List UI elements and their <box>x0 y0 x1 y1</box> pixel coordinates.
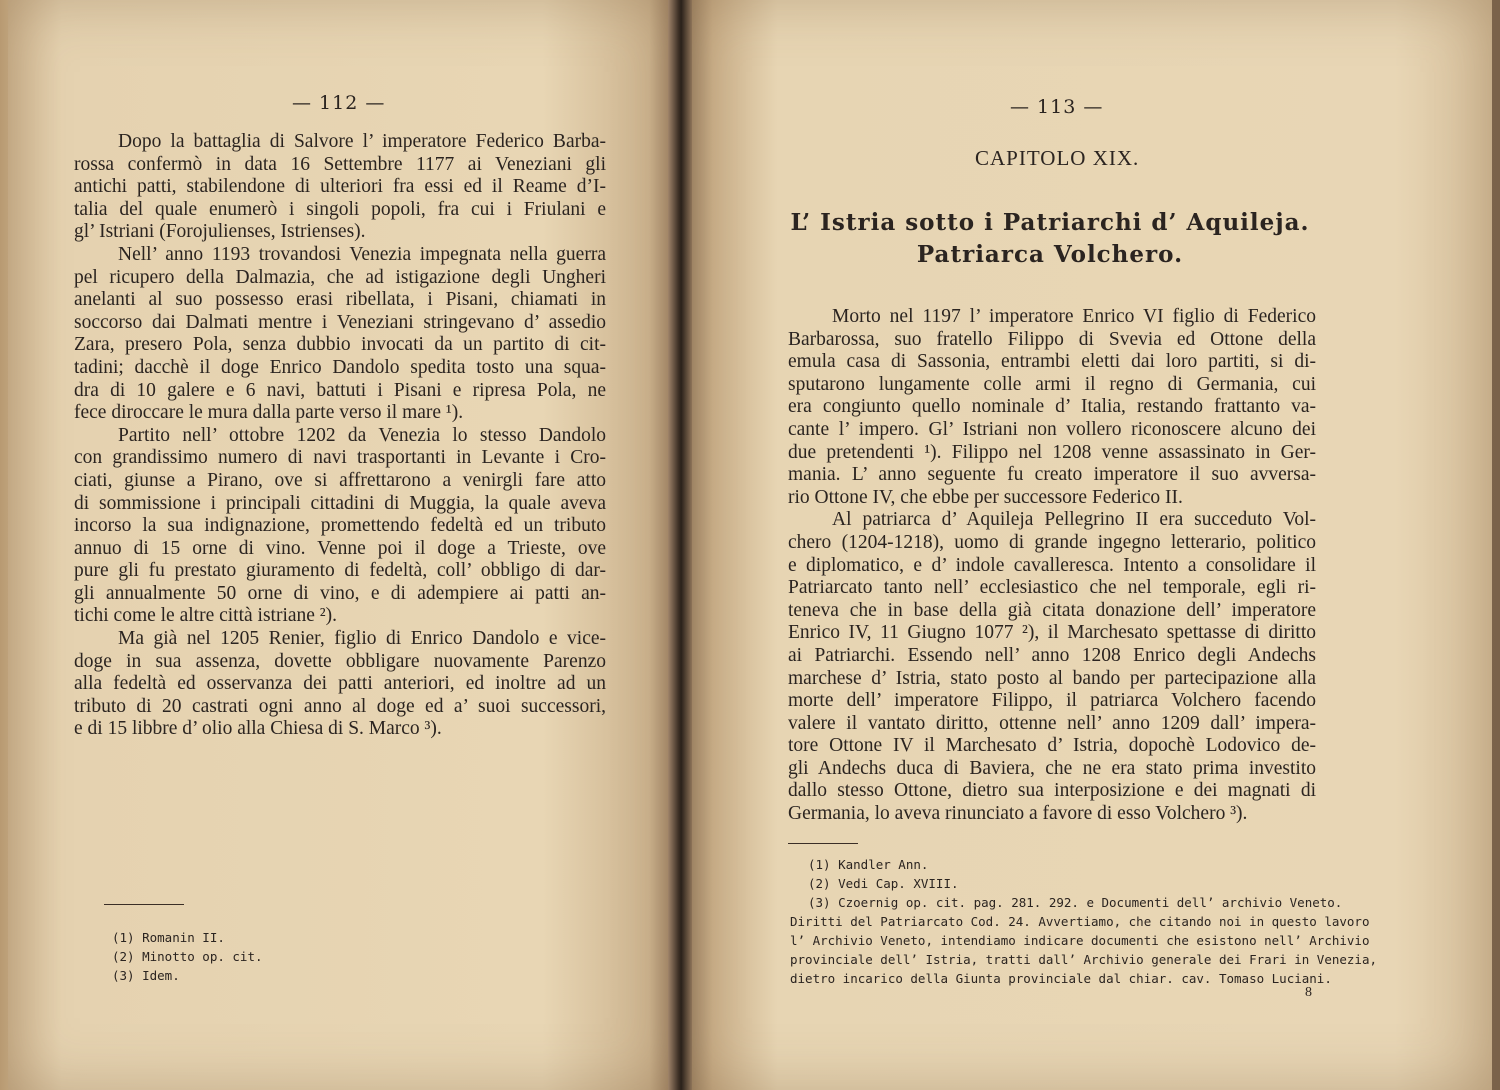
footnote: Diritti del Patriarcato Cod. 24. Avvertiamo, che citando noi in questo lavoro <box>790 914 1370 929</box>
text-line: chero (1204-1218), uomo di grande ingegno letterario, politico <box>788 531 1316 553</box>
text-line: gli Andechs duca di Baviera, che ne era stato prima investito <box>788 757 1316 779</box>
left-body-text <box>74 131 606 741</box>
text-line: di sommissione i principali cittadini di Muggia, la quale aveva <box>74 492 606 514</box>
footnote: (2) Minotto op. cit. <box>112 949 263 964</box>
text-line: rio Ottone IV, che ebbe per successore Federico II. <box>788 486 1183 508</box>
text-line: Nell’ anno 1193 trovandosi Venezia impegnata nella guerra <box>118 243 606 265</box>
text-line: tributo di 20 castrati ogni anno al doge ed a’ suoi successori, <box>74 695 606 717</box>
text-line: Dopo la battaglia di Salvore l’ imperatore Federico Barba- <box>118 131 606 152</box>
text-line: valere il vantato diritto, ottenne nell’ anno 1209 dall’ impera- <box>788 712 1316 734</box>
left-page <box>8 0 676 1090</box>
footnote: (2) Vedi Cap. XVIII. <box>808 876 959 891</box>
text-line: fece diroccare le mura dalla parte verso il mare ¹). <box>74 402 464 424</box>
text-line: mania. L’ anno seguente fu creato imperatore il suo avversa- <box>788 464 1316 486</box>
text-line: ai Patriarchi. Essendo nell’ anno 1208 Enrico degli Andechs <box>788 644 1316 666</box>
footnote: (3) Idem. <box>112 968 180 983</box>
text-line: marchese d’ Istria, stato posto al bando per partecipazione alla <box>788 667 1316 689</box>
text-line: Zara, presero Pola, senza dubbio invocati da un partito di cit- <box>74 334 606 356</box>
page-number: — 112 — <box>292 92 386 114</box>
footnote-rule <box>788 843 858 844</box>
text-line: annuo di 15 orne di vino. Venne poi il doge a Trieste, ove <box>74 537 606 559</box>
right-page <box>680 0 1492 1090</box>
chapter-title-line: Patriarca Volchero. <box>916 241 1184 268</box>
text-line: Ma già nel 1205 Renier, figlio di Enrico Dandolo e vice- <box>118 628 606 650</box>
chapter-heading: CAPITOLO XIX. <box>975 146 1140 170</box>
footnote: (3) Czoernig op. cit. pag. 281. 292. e Documenti dell’ archivio Veneto. <box>808 895 1343 910</box>
text-line: doge in sua assenza, dovette obbligare nuovamente Parenzo <box>74 650 606 672</box>
text-line: alla fedeltà ed osservanza dei patti anteriori, ed inoltre ad un <box>74 673 606 695</box>
chapter-title-line: L’ Istria sotto i Patriarchi d’ Aquileja. <box>790 209 1310 236</box>
text-line: dra di 10 galere e 6 navi, battuti i Pisani e ripresa Pola, ne <box>74 379 606 401</box>
chapter-title <box>790 207 1310 271</box>
text-line: cante l’ impero. Gl’ Istriani non vollero riconoscere alcuno dei <box>788 418 1316 440</box>
text-line: Morto nel 1197 l’ imperatore Enrico VI figlio di Federico <box>832 306 1316 327</box>
text-line: Barbarossa, suo fratello Filippo di Svevia ed Ottone della <box>788 328 1316 350</box>
text-line: rossa confermò in data 16 Settembre 1177 ai Veneziani gli <box>74 153 606 175</box>
text-line: e di 15 libbre d’ olio alla Chiesa di S. Marco ³). <box>74 718 442 740</box>
text-line: con grandissimo numero di navi trasportanti in Levante i Cro- <box>74 447 606 469</box>
text-line: ciati, giunse a Pirano, ove si affrettarono a venirgli fare atto <box>74 469 606 491</box>
text-line: gli annualmente 50 orne di vino, e di adempiere ai patti an- <box>74 582 606 604</box>
text-line: Al patriarca d’ Aquileja Pellegrino II era succeduto Vol- <box>832 509 1316 531</box>
text-line: tadini; dacchè il doge Enrico Dandolo spedita tosto una squa- <box>74 356 606 378</box>
left-footnotes <box>112 928 263 985</box>
footnote: dietro incarico della Giunta provinciale dal chiar. cav. Tomaso Luciani. <box>790 971 1332 986</box>
book-gutter <box>668 0 692 1090</box>
text-line: Partito nell’ ottobre 1202 da Venezia lo stesso Dandolo <box>118 424 606 446</box>
text-line: emula casa di Sassonia, entrambi eletti dai loro partiti, si di- <box>788 351 1316 373</box>
footnote: (1) Romanin II. <box>112 930 225 945</box>
text-line: Germania, lo aveva rinunciato a favore di esso Volchero ³). <box>788 803 1248 825</box>
text-line: soccorso dai Dalmati mentre i Veneziani stringevano d’ assedio <box>74 311 606 333</box>
text-line: e diplomatico, e d’ indole cavalleresca. Intento a consolidare il <box>788 554 1316 576</box>
text-line: dallo stesso Ottone, dietro sua interposizione e dei magnati di <box>788 780 1316 802</box>
right-body-text <box>788 306 1316 826</box>
page-number: — 113 — <box>1010 96 1104 118</box>
text-line: Patriarcato tanto nell’ ecclesiastico che nel temporale, egli ri- <box>788 577 1316 599</box>
text-line: teneva che in base della già citata donazione dell’ imperatore <box>788 599 1316 621</box>
text-line: sputarono lungamente colle armi il regno di Germania, cui <box>788 373 1316 395</box>
text-line: Enrico IV, 11 Giugno 1077 ²), il Marchesato spettasse di diritto <box>788 622 1316 644</box>
footnote: l’ Archivio Veneto, intendiamo indicare documenti che esistono nell’ Archivio <box>790 933 1370 948</box>
signature-mark: 8 <box>1305 985 1312 1000</box>
footnote: provinciale dell’ Istria, tratti dall’ Archivio generale dei Frari in Venezia, <box>790 952 1377 967</box>
text-line: antichi patti, stabilendone di ulteriori fra essi ed il Reame d’I- <box>74 176 606 198</box>
text-line: incorso la sua indignazione, promettendo fedeltà ed un tributo <box>74 515 606 537</box>
text-line: pure gli fu prestato giuramento di fedeltà, coll’ obbligo di dar- <box>74 560 606 582</box>
text-line: era congiunto quello nominale d’ Italia, restando frattanto va- <box>788 396 1316 418</box>
text-line: gl’ Istriani (Forojulienses, Istrienses). <box>74 221 366 243</box>
text-line: tore Ottone IV il Marchesato d’ Istria, dopochè Lodovico de- <box>788 735 1316 757</box>
right-footnotes <box>790 855 1377 988</box>
text-line: pel ricupero della Dalmazia, che ad istigazione degli Ungheri <box>74 266 606 288</box>
text-line: anelanti al suo possesso erasi ribellata, i Pisani, chiamati in <box>74 289 606 311</box>
text-line: tichi come le altre città istriane ²). <box>74 605 338 627</box>
footnote-rule <box>104 904 184 905</box>
text-line: talia del quale enumerò i singoli popoli, fra cui i Friulani e <box>74 198 606 220</box>
text-line: due pretendenti ¹). Filippo nel 1208 venne assassinato in Ger- <box>788 441 1316 463</box>
footnote: (1) Kandler Ann. <box>808 857 929 872</box>
text-line: morte dell’ imperatore Filippo, il patriarca Volchero facendo <box>788 690 1316 712</box>
